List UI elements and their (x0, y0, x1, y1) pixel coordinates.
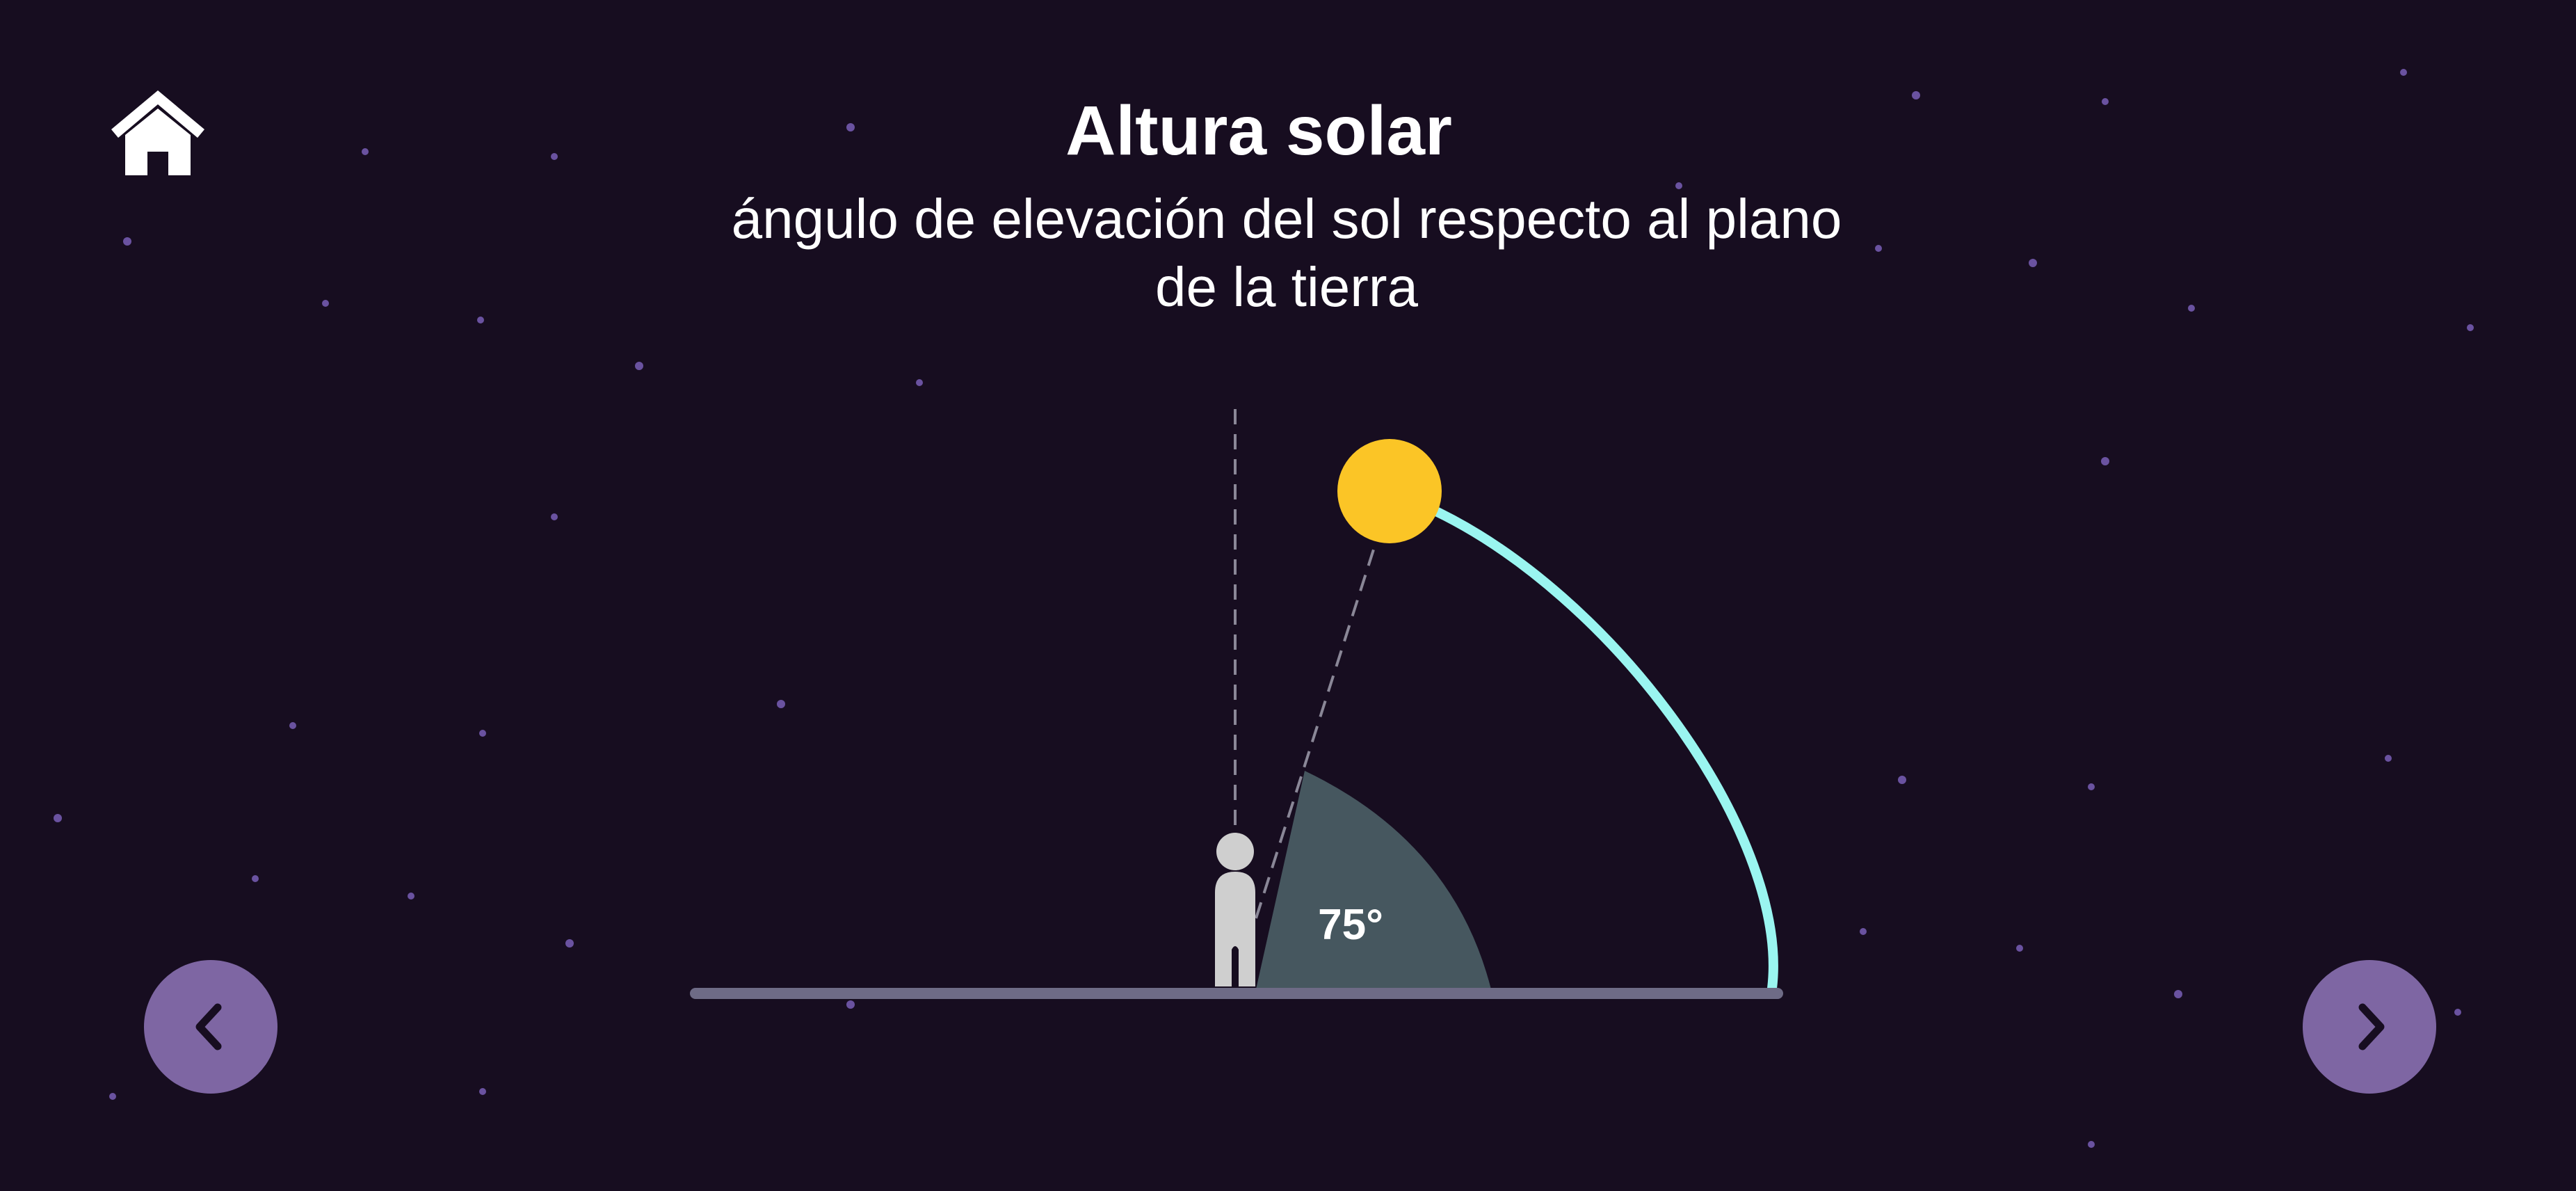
chevron-left-icon (183, 999, 239, 1055)
page-title: Altura solar (1065, 92, 1452, 170)
chevron-right-icon (2342, 999, 2397, 1055)
person-figure (1215, 833, 1255, 986)
angle-label: 75° (1318, 901, 1383, 949)
next-button[interactable] (2303, 960, 2436, 1094)
sun-path-arc (1426, 506, 1773, 993)
page-subtitle: ángulo de elevación del sol respecto al plano de la tierra (731, 188, 1842, 318)
sun (1337, 439, 1442, 543)
previous-button[interactable] (144, 960, 277, 1094)
